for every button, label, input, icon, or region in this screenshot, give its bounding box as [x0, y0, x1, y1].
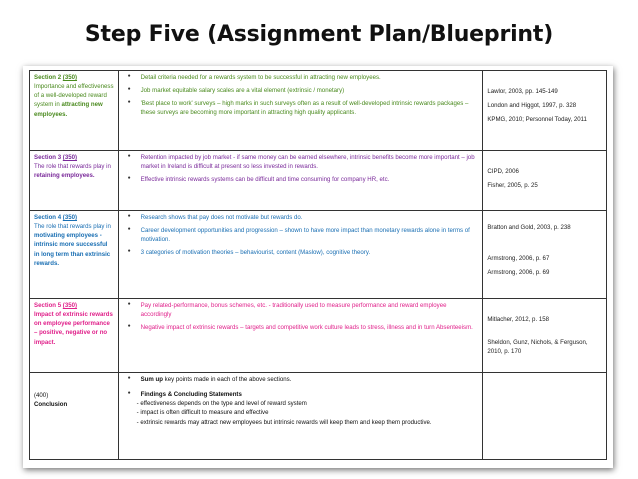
section-3-description [118, 151, 483, 211]
reference: Fisher, 2005, p. 25 [487, 182, 538, 190]
table-row-section-3 [30, 151, 607, 211]
section-5-references [483, 299, 607, 373]
list-item: ● Career development opportunities and progression – shown to have more impact than monetary rewards alone in terms of motivation. [123, 226, 479, 244]
section-heading: The role that rewards play in [34, 163, 111, 171]
points-link[interactable]: (350) [62, 214, 78, 221]
conclusion-point: - extrinsic rewards may attract new employees but intrinsic rewards will keep them and keep them productive. [136, 418, 432, 426]
reference: Lawlor, 2003, pp. 145-149 [487, 88, 558, 95]
section-5-description [118, 299, 483, 373]
section-label: Section 3 (350) [34, 154, 78, 161]
section-label: Section 5 (350) [34, 302, 78, 309]
conclusion-references [483, 373, 607, 460]
reference: Armstrong, 2006, p. 67 [487, 255, 550, 263]
list-item: ● Retention impacted by job market - if same money can be earned elsewhere, intrinsic benefits become more important – job market in Ireland is difficult at present so less invested in rewards. [123, 153, 479, 171]
section-label: Section 4 (350) [34, 214, 78, 221]
assignment-plan-table [29, 70, 607, 460]
reference: Armstrong, 2006, p. 69 [487, 269, 550, 277]
section-heading-emphasis: attracting new employees. [34, 101, 103, 118]
list-item: ● 3 categories of motivation theories – behaviourist, content (Maslow), cognitive theory. [123, 248, 479, 257]
points-link[interactable]: (350) [62, 302, 78, 309]
section-heading-emphasis: retaining employees. [34, 172, 95, 180]
table-row-section-4 [30, 211, 607, 299]
section-heading-emphasis: Impact of extrinsic rewards on employee performance – positive, negative or no impact. [34, 311, 113, 346]
section-2-description [118, 71, 483, 151]
points-link[interactable]: (350) [62, 74, 78, 81]
section-4-references [483, 211, 607, 299]
section-4-cell [30, 211, 119, 299]
section-3-cell [30, 151, 119, 211]
conclusion-description [118, 373, 483, 460]
section-5-cell [30, 299, 119, 373]
list-item: ● Job market equitable salary scales are a vital element (extrinsic / monetary) [123, 86, 479, 95]
reference: KPMG, 2010; Personnel Today, 2011 [487, 116, 587, 124]
section-heading-emphasis: motivating employees - intrinsic more successful in long term than extrinsic rewards. [34, 232, 111, 267]
section-3-references [483, 151, 607, 211]
conclusion-point: - impact is often difficult to measure and effective [136, 409, 269, 417]
section-heading: Importance and effectiveness of a well-developed reward system in [34, 83, 114, 109]
table-row-section-5 [30, 299, 607, 373]
section-2-cell [30, 71, 119, 151]
table-row-section-2 [30, 71, 607, 151]
list-item: ● Negative impact of extrinsic rewards – targets and competitive work culture leads to stress, illness and in turn Absenteeism. [123, 323, 479, 332]
conclusion-heading: Conclusion [34, 401, 68, 409]
reference: CIPD, 2006 [487, 168, 519, 175]
conclusion-cell [30, 373, 119, 460]
list-item: ● 'Best place to work' surveys – high marks in such surveys often as a result of well-developed intrinsic rewards packages – these surveys are becoming more important in attracting high quality applicants. [123, 99, 479, 117]
list-item: ● Findings & Concluding Statements [123, 390, 479, 399]
section-2-references [483, 71, 607, 151]
table-row-conclusion [30, 373, 607, 460]
section-heading: The role that rewards play in [34, 223, 111, 231]
reference: Mitlacher, 2012, p. 158 [487, 316, 549, 323]
list-item: ● Pay related-performance, bonus schemes, etc. - traditionally used to measure performance and reward employee accordingly [123, 301, 479, 319]
section-label: Section 2 (350) [34, 74, 78, 81]
list-item: ● Research shows that pay does not motivate but rewards do. [123, 213, 479, 222]
slide-title: Step Five (Assignment Plan/Blueprint) [84, 22, 554, 47]
conclusion-point: - effectiveness depends on the type and level of reward system [136, 400, 307, 408]
reference: Sheldon, Gunz, Nichols, & Ferguson, 2010, p. 170 [487, 339, 588, 356]
list-item: ● Effective intrinsic rewards systems can be difficult and time consuming for company HR, etc. [123, 175, 479, 184]
section-4-description [118, 211, 483, 299]
points-link[interactable]: (350) [62, 154, 78, 161]
table-frame [23, 66, 613, 468]
reference: Bratton and Gold, 2003, p. 238 [487, 224, 571, 231]
list-item: ● Detail criteria needed for a rewards system to be successful in attracting new employees. [123, 73, 479, 82]
reference: London and Higgot, 1997, p. 328 [487, 102, 577, 110]
points-link[interactable]: (400) [34, 392, 49, 399]
list-item: ● Sum up key points made in each of the above sections. [123, 375, 479, 384]
